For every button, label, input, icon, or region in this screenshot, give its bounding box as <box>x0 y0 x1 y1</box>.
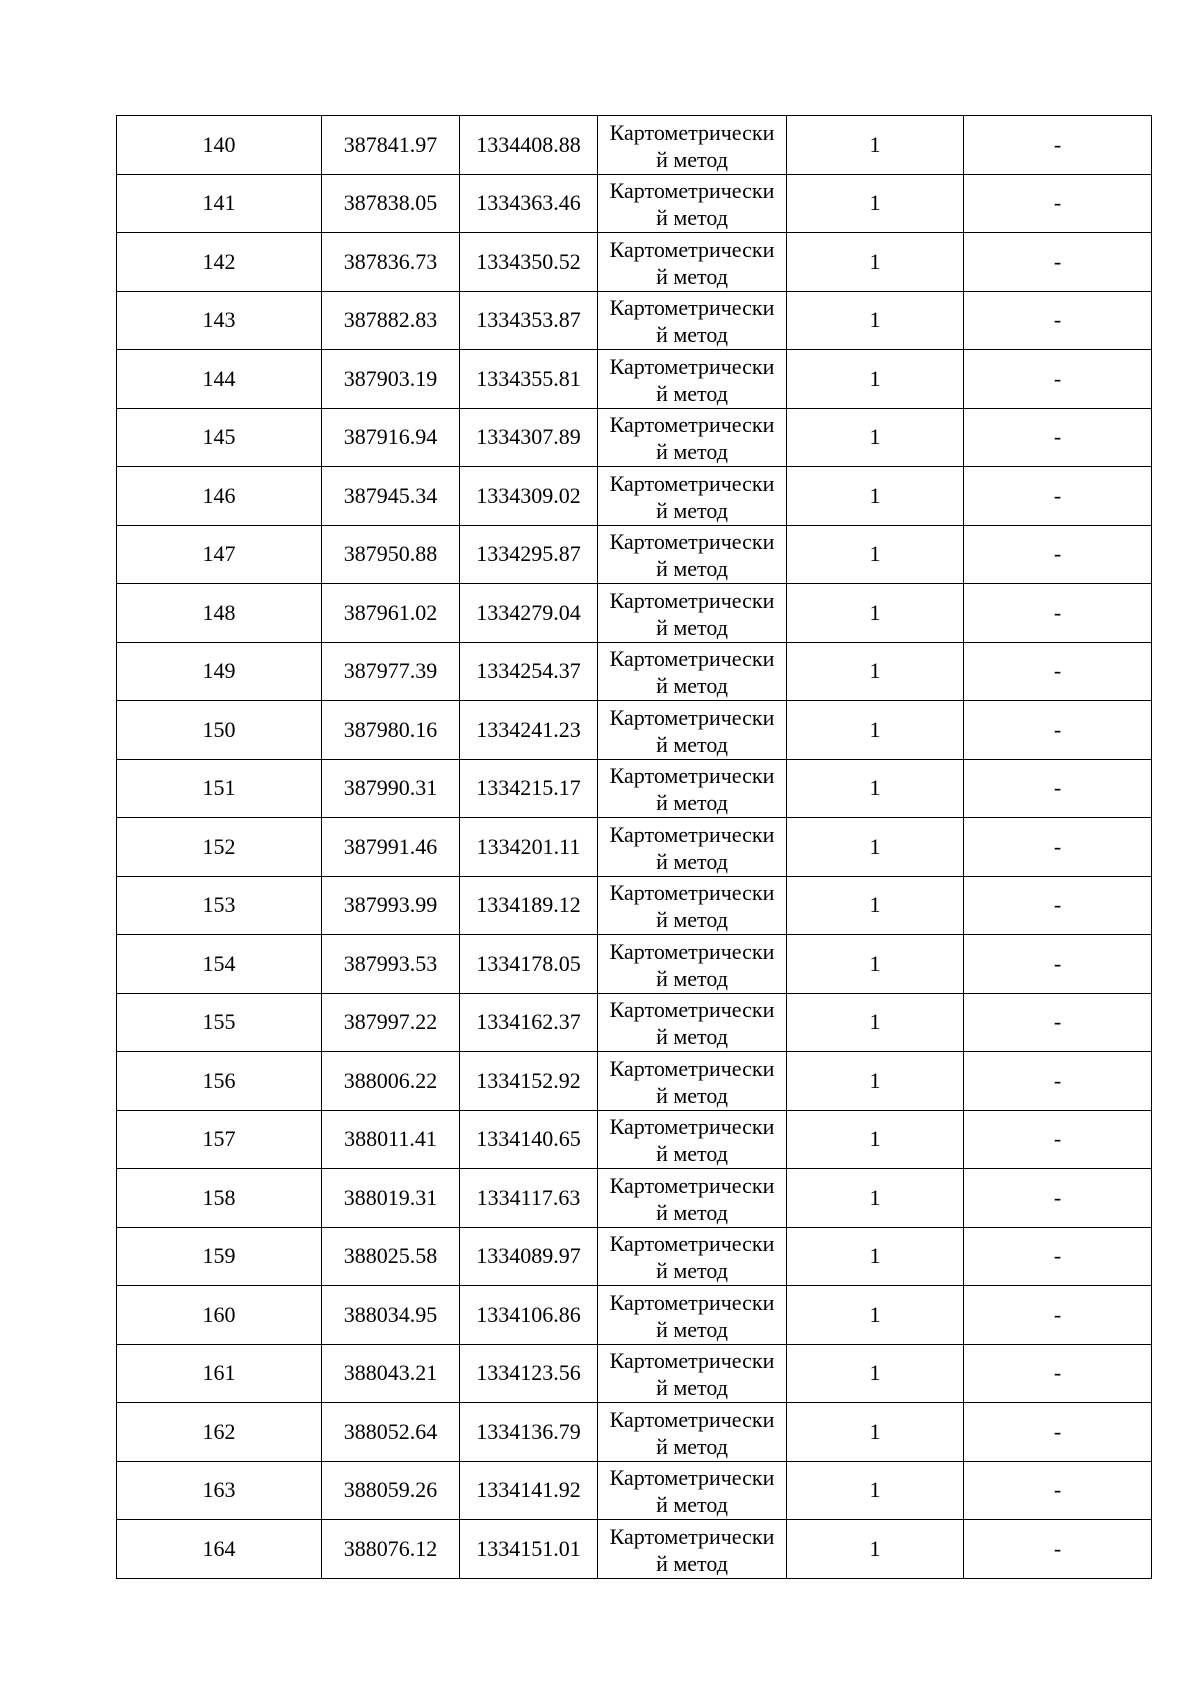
method-text-line-1: Картометрически <box>609 1231 775 1257</box>
x-coordinate-cell: 388059.26 <box>322 1461 460 1520</box>
note-cell: - <box>964 467 1152 526</box>
method-text-line-2: й метод <box>656 673 728 699</box>
accuracy-cell: 1 <box>787 1286 964 1345</box>
note-cell: - <box>964 1286 1152 1345</box>
x-coordinate-cell: 387961.02 <box>322 584 460 643</box>
method-text-line-2: й метод <box>656 205 728 231</box>
accuracy-cell: 1 <box>787 174 964 233</box>
method-cell <box>598 291 787 350</box>
table-row <box>117 1403 1152 1462</box>
method-text-line-1: Картометрически <box>609 529 775 555</box>
x-coordinate-cell: 387916.94 <box>322 408 460 467</box>
y-coordinate-cell: 1334178.05 <box>460 935 598 994</box>
accuracy-cell: 1 <box>787 1344 964 1403</box>
x-coordinate-cell: 387977.39 <box>322 642 460 701</box>
x-coordinate-cell: 387841.97 <box>322 116 460 175</box>
accuracy-cell: 1 <box>787 1169 964 1228</box>
method-cell <box>598 993 787 1052</box>
accuracy-cell: 1 <box>787 233 964 292</box>
note-cell: - <box>964 584 1152 643</box>
x-coordinate-cell: 387838.05 <box>322 174 460 233</box>
table-row <box>117 174 1152 233</box>
table-row <box>117 935 1152 994</box>
table-row <box>117 291 1152 350</box>
y-coordinate-cell: 1334189.12 <box>460 876 598 935</box>
note-cell: - <box>964 116 1152 175</box>
coordinates-table <box>116 115 1152 1579</box>
method-cell <box>598 525 787 584</box>
method-text-line-1: Картометрически <box>609 763 775 789</box>
table-row <box>117 1110 1152 1169</box>
note-cell: - <box>964 1403 1152 1462</box>
method-cell <box>598 233 787 292</box>
x-coordinate-cell: 388025.58 <box>322 1227 460 1286</box>
point-number-cell: 159 <box>117 1227 322 1286</box>
note-cell: - <box>964 642 1152 701</box>
method-cell <box>598 759 787 818</box>
x-coordinate-cell: 387980.16 <box>322 701 460 760</box>
point-number-cell: 142 <box>117 233 322 292</box>
method-text-line-1: Картометрически <box>609 997 775 1023</box>
point-number-cell: 164 <box>117 1520 322 1579</box>
point-number-cell: 160 <box>117 1286 322 1345</box>
method-cell <box>598 935 787 994</box>
note-cell: - <box>964 1052 1152 1111</box>
note-cell: - <box>964 350 1152 409</box>
method-cell <box>598 1520 787 1579</box>
method-cell <box>598 1169 787 1228</box>
y-coordinate-cell: 1334279.04 <box>460 584 598 643</box>
table-row <box>117 1286 1152 1345</box>
method-text-line-2: й метод <box>656 322 728 348</box>
method-text-line-1: Картометрически <box>609 1465 775 1491</box>
method-text-line-2: й метод <box>656 790 728 816</box>
method-text-line-2: й метод <box>656 848 728 874</box>
method-cell <box>598 701 787 760</box>
accuracy-cell: 1 <box>787 1110 964 1169</box>
accuracy-cell: 1 <box>787 993 964 1052</box>
note-cell: - <box>964 1110 1152 1169</box>
y-coordinate-cell: 1334353.87 <box>460 291 598 350</box>
accuracy-cell: 1 <box>787 701 964 760</box>
table-row <box>117 350 1152 409</box>
note-cell: - <box>964 818 1152 877</box>
method-text-line-1: Картометрически <box>609 821 775 847</box>
method-text-line-1: Картометрически <box>609 412 775 438</box>
note-cell: - <box>964 1520 1152 1579</box>
table-row <box>117 584 1152 643</box>
x-coordinate-cell: 388052.64 <box>322 1403 460 1462</box>
table-row <box>117 993 1152 1052</box>
table-row <box>117 642 1152 701</box>
point-number-cell: 162 <box>117 1403 322 1462</box>
table-row <box>117 408 1152 467</box>
point-number-cell: 156 <box>117 1052 322 1111</box>
table-row <box>117 525 1152 584</box>
method-text-line-2: й метод <box>656 1375 728 1401</box>
x-coordinate-cell: 388076.12 <box>322 1520 460 1579</box>
x-coordinate-cell: 388011.41 <box>322 1110 460 1169</box>
x-coordinate-cell: 387993.99 <box>322 876 460 935</box>
note-cell: - <box>964 291 1152 350</box>
note-cell: - <box>964 759 1152 818</box>
y-coordinate-cell: 1334152.92 <box>460 1052 598 1111</box>
method-cell <box>598 818 787 877</box>
point-number-cell: 157 <box>117 1110 322 1169</box>
method-text-line-1: Картометрически <box>609 1055 775 1081</box>
table-row <box>117 759 1152 818</box>
table-row <box>117 467 1152 526</box>
table-row <box>117 1344 1152 1403</box>
accuracy-cell: 1 <box>787 1227 964 1286</box>
method-cell <box>598 1403 787 1462</box>
y-coordinate-cell: 1334117.63 <box>460 1169 598 1228</box>
y-coordinate-cell: 1334106.86 <box>460 1286 598 1345</box>
table-row <box>117 818 1152 877</box>
table-row <box>117 876 1152 935</box>
note-cell: - <box>964 1169 1152 1228</box>
y-coordinate-cell: 1334089.97 <box>460 1227 598 1286</box>
method-text-line-2: й метод <box>656 1199 728 1225</box>
method-cell <box>598 1344 787 1403</box>
point-number-cell: 140 <box>117 116 322 175</box>
point-number-cell: 144 <box>117 350 322 409</box>
point-number-cell: 143 <box>117 291 322 350</box>
x-coordinate-cell: 388043.21 <box>322 1344 460 1403</box>
x-coordinate-cell: 387945.34 <box>322 467 460 526</box>
x-coordinate-cell: 387993.53 <box>322 935 460 994</box>
method-text-line-2: й метод <box>656 907 728 933</box>
method-cell <box>598 350 787 409</box>
method-cell <box>598 1052 787 1111</box>
accuracy-cell: 1 <box>787 818 964 877</box>
table-row <box>117 1461 1152 1520</box>
method-text-line-1: Картометрически <box>609 1172 775 1198</box>
y-coordinate-cell: 1334307.89 <box>460 408 598 467</box>
table-row <box>117 701 1152 760</box>
method-text-line-1: Картометрически <box>609 119 775 145</box>
accuracy-cell: 1 <box>787 935 964 994</box>
table-row <box>117 233 1152 292</box>
accuracy-cell: 1 <box>787 467 964 526</box>
x-coordinate-cell: 388006.22 <box>322 1052 460 1111</box>
method-text-line-2: й метод <box>656 1082 728 1108</box>
note-cell: - <box>964 876 1152 935</box>
accuracy-cell: 1 <box>787 291 964 350</box>
point-number-cell: 154 <box>117 935 322 994</box>
method-text-line-1: Картометрически <box>609 880 775 906</box>
table-row <box>117 1227 1152 1286</box>
method-text-line-2: й метод <box>656 1492 728 1518</box>
table-row <box>117 1052 1152 1111</box>
note-cell: - <box>964 935 1152 994</box>
method-text-line-2: й метод <box>656 1258 728 1284</box>
method-text-line-2: й метод <box>656 1316 728 1342</box>
method-text-line-1: Картометрически <box>609 1523 775 1549</box>
note-cell: - <box>964 1461 1152 1520</box>
x-coordinate-cell: 387903.19 <box>322 350 460 409</box>
method-text-line-2: й метод <box>656 731 728 757</box>
accuracy-cell: 1 <box>787 642 964 701</box>
x-coordinate-cell: 387950.88 <box>322 525 460 584</box>
method-text-line-1: Картометрически <box>609 1289 775 1315</box>
x-coordinate-cell: 387882.83 <box>322 291 460 350</box>
accuracy-cell: 1 <box>787 1052 964 1111</box>
method-text-line-2: й метод <box>656 497 728 523</box>
y-coordinate-cell: 1334140.65 <box>460 1110 598 1169</box>
method-text-line-2: й метод <box>656 965 728 991</box>
method-cell <box>598 584 787 643</box>
point-number-cell: 151 <box>117 759 322 818</box>
accuracy-cell: 1 <box>787 759 964 818</box>
method-text-line-1: Картометрически <box>609 938 775 964</box>
method-cell <box>598 876 787 935</box>
point-number-cell: 148 <box>117 584 322 643</box>
accuracy-cell: 1 <box>787 408 964 467</box>
method-text-line-2: й метод <box>656 380 728 406</box>
method-cell <box>598 408 787 467</box>
method-cell <box>598 1461 787 1520</box>
method-text-line-2: й метод <box>656 439 728 465</box>
method-text-line-2: й метод <box>656 1433 728 1459</box>
y-coordinate-cell: 1334295.87 <box>460 525 598 584</box>
table-body <box>117 116 1152 1579</box>
point-number-cell: 155 <box>117 993 322 1052</box>
x-coordinate-cell: 387990.31 <box>322 759 460 818</box>
method-text-line-2: й метод <box>656 556 728 582</box>
accuracy-cell: 1 <box>787 116 964 175</box>
method-text-line-2: й метод <box>656 146 728 172</box>
method-text-line-1: Картометрически <box>609 353 775 379</box>
y-coordinate-cell: 1334355.81 <box>460 350 598 409</box>
point-number-cell: 145 <box>117 408 322 467</box>
note-cell: - <box>964 408 1152 467</box>
note-cell: - <box>964 525 1152 584</box>
y-coordinate-cell: 1334162.37 <box>460 993 598 1052</box>
note-cell: - <box>964 174 1152 233</box>
x-coordinate-cell: 387836.73 <box>322 233 460 292</box>
point-number-cell: 150 <box>117 701 322 760</box>
point-number-cell: 152 <box>117 818 322 877</box>
y-coordinate-cell: 1334254.37 <box>460 642 598 701</box>
point-number-cell: 161 <box>117 1344 322 1403</box>
note-cell: - <box>964 233 1152 292</box>
accuracy-cell: 1 <box>787 350 964 409</box>
table-row <box>117 116 1152 175</box>
y-coordinate-cell: 1334408.88 <box>460 116 598 175</box>
method-cell <box>598 1227 787 1286</box>
note-cell: - <box>964 993 1152 1052</box>
method-text-line-2: й метод <box>656 614 728 640</box>
accuracy-cell: 1 <box>787 1520 964 1579</box>
point-number-cell: 153 <box>117 876 322 935</box>
y-coordinate-cell: 1334350.52 <box>460 233 598 292</box>
y-coordinate-cell: 1334201.11 <box>460 818 598 877</box>
x-coordinate-cell: 387991.46 <box>322 818 460 877</box>
point-number-cell: 141 <box>117 174 322 233</box>
method-text-line-1: Картометрически <box>609 470 775 496</box>
method-text-line-1: Картометрически <box>609 646 775 672</box>
method-text-line-1: Картометрически <box>609 178 775 204</box>
method-text-line-2: й метод <box>656 1024 728 1050</box>
point-number-cell: 149 <box>117 642 322 701</box>
method-text-line-1: Картометрически <box>609 236 775 262</box>
table-row <box>117 1520 1152 1579</box>
accuracy-cell: 1 <box>787 525 964 584</box>
method-text-line-1: Картометрически <box>609 1114 775 1140</box>
x-coordinate-cell: 387997.22 <box>322 993 460 1052</box>
method-cell <box>598 116 787 175</box>
table-row <box>117 1169 1152 1228</box>
method-cell <box>598 1110 787 1169</box>
y-coordinate-cell: 1334141.92 <box>460 1461 598 1520</box>
point-number-cell: 158 <box>117 1169 322 1228</box>
y-coordinate-cell: 1334363.46 <box>460 174 598 233</box>
method-text-line-1: Картометрически <box>609 295 775 321</box>
y-coordinate-cell: 1334215.17 <box>460 759 598 818</box>
point-number-cell: 147 <box>117 525 322 584</box>
x-coordinate-cell: 388034.95 <box>322 1286 460 1345</box>
method-cell <box>598 1286 787 1345</box>
accuracy-cell: 1 <box>787 584 964 643</box>
note-cell: - <box>964 701 1152 760</box>
method-text-line-2: й метод <box>656 1550 728 1576</box>
x-coordinate-cell: 388019.31 <box>322 1169 460 1228</box>
note-cell: - <box>964 1344 1152 1403</box>
accuracy-cell: 1 <box>787 1403 964 1462</box>
y-coordinate-cell: 1334136.79 <box>460 1403 598 1462</box>
method-text-line-1: Картометрически <box>609 1406 775 1432</box>
method-cell <box>598 467 787 526</box>
method-cell <box>598 174 787 233</box>
method-text-line-1: Картометрически <box>609 704 775 730</box>
accuracy-cell: 1 <box>787 876 964 935</box>
method-text-line-1: Картометрически <box>609 1348 775 1374</box>
point-number-cell: 163 <box>117 1461 322 1520</box>
note-cell: - <box>964 1227 1152 1286</box>
method-text-line-1: Картометрически <box>609 587 775 613</box>
method-cell <box>598 642 787 701</box>
point-number-cell: 146 <box>117 467 322 526</box>
method-text-line-2: й метод <box>656 263 728 289</box>
y-coordinate-cell: 1334123.56 <box>460 1344 598 1403</box>
accuracy-cell: 1 <box>787 1461 964 1520</box>
y-coordinate-cell: 1334241.23 <box>460 701 598 760</box>
y-coordinate-cell: 1334151.01 <box>460 1520 598 1579</box>
y-coordinate-cell: 1334309.02 <box>460 467 598 526</box>
method-text-line-2: й метод <box>656 1141 728 1167</box>
